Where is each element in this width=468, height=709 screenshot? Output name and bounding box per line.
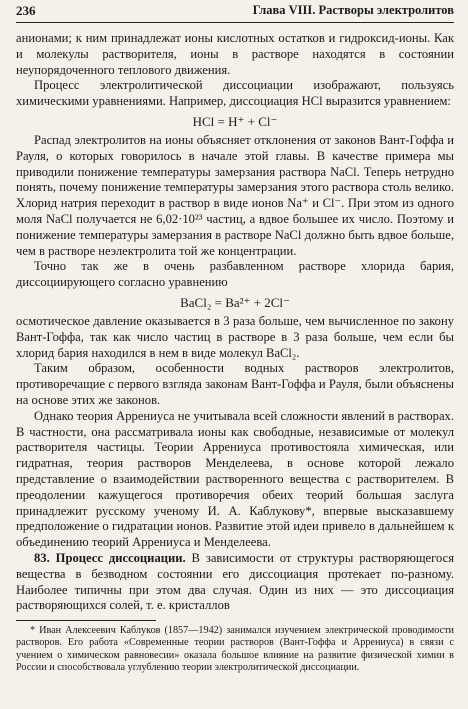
page-header	[16, 0, 454, 23]
equation-bacl2: BaCl₂ = Ba²⁺ + 2Cl⁻	[180, 294, 290, 310]
running-head: Глава VIII. Растворы электролитов	[252, 3, 454, 17]
paragraph-5: осмотическое давление оказывается в 3 раза больше, чем вычисленное по закону Вант-Гоффа, так как число частиц в растворе в 3 раза больше, чем если бы хлорид бария находился в нем в виде молекул BaCl₂.	[16, 313, 454, 360]
paragraph-1: анионами; к ним принадлежат ионы кислотных остатков и гидроксид-ионы. Как и молекулы растворителя, ионы в растворе находятся в состоянии неупорядоченного теплового движения.	[16, 31, 454, 77]
paragraph-4: Точно так же в очень разбавленном растворе хлорида бария, диссоциирующего согласно уравнению	[16, 259, 454, 290]
paragraph-3: Распад электролитов на ионы объясняет отклонения от законов Вант-Гоффа и Рауля, о которых говорилось в начале этой главы. В качестве примера мы приводили понижение температуры замерзания раствора NaCl. Теперь нетрудно понять, почему понижение температуры замерзания этого раствора столь велико. Хлорид натрия переходит в раствор в виде ионов Na⁺ и Cl⁻. При этом из одного моля NaCl получается не 6,02·10²³ частиц, а вдвое большее их число. Поэтому и понижение температуры замерзания в растворе NaCl должно быть вдвое больше, чем в растворе неэлектролита той же концентрации.	[16, 132, 454, 258]
paragraph-8	[16, 551, 454, 614]
equation-hcl: HCl = H⁺ + Cl⁻	[192, 113, 278, 129]
section-text: В зависимости от структуры растворяющегося вещества в безводном состоянии его диссоциация протекает по-разному. Наиболее типичны при этом два случая. Один из них — это диссоциация растворяющихся солей, т. е. кристаллов	[16, 550, 454, 613]
section-title: 83. Процесс диссоциации.	[34, 550, 186, 565]
page-body	[16, 31, 454, 614]
footnote-divider	[16, 620, 156, 621]
paragraph-6: Таким образом, особенности водных растворов электролитов, противоречащие с первого взгляда законам Вант-Гоффа и Рауля, были объяснены на основе этих же законов.	[16, 361, 454, 407]
footnote: * Иван Алексеевич Каблуков (1857—1942) занимался изучением электрической проводимости растворов. Его работа «Современные теории растворов (Вант-Гоффа и Аррениуса) в связи с учением о химическом равновесии» оказала большое влияние на развитие физической химии в России и способствовала углублению теории электролитической диссоциации.	[16, 625, 454, 673]
page-number: 236	[16, 3, 36, 18]
paragraph-2: Процесс электролитической диссоциации изображают, пользуясь химическими уравнениями. Например, диссоциация HCl выразится уравнением:	[16, 78, 454, 109]
paragraph-7: Однако теория Аррениуса не учитывала всей сложности явлений в растворах. В частности, она рассматривала ионы как свободные, независимые от молекул растворителя частицы. Теории Аррениуса противостояла химическая, или гидратная, теория растворов Менделеева, в основе которой лежало представление о взаимодействии растворенного вещества с растворителем. В преодолении кажущегося противоречия обеих теорий большая заслуга принадлежит русскому ученому И. А. Каблукову*, впервые высказавшему предположение о гидратации ионов. Развитие этой идеи привело в дальнейшем к объединению теорий Аррениуса и Менделеева.	[16, 408, 454, 550]
